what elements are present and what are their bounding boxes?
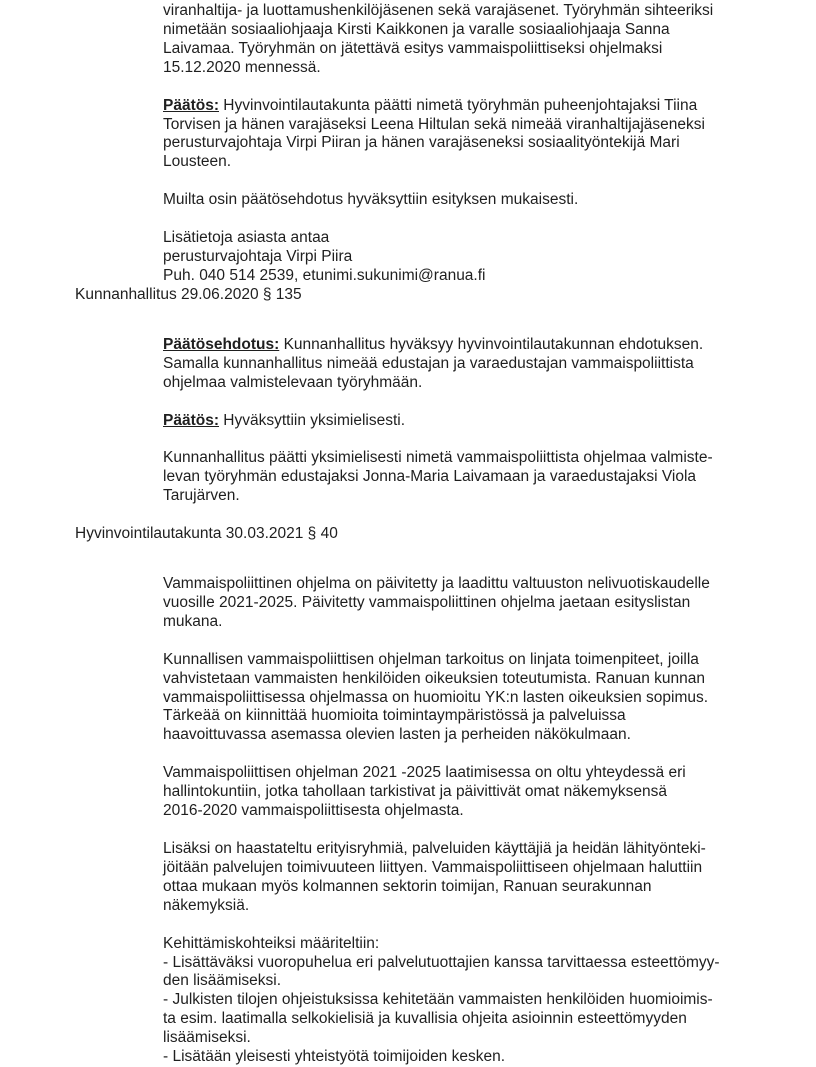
section-heading-text: Hyvinvointilautakunta 30.03.2021 § 40 bbox=[75, 525, 338, 543]
text-line: Muilta osin päätösehdotus hyväksyttiin esityksen mukaisesti. bbox=[163, 191, 579, 209]
text-line: Kunnanhallitus päätti yksimielisesti nimetä vammaispoliittista ohjelmaa valmiste- bbox=[163, 449, 713, 467]
contact-info bbox=[163, 229, 816, 286]
text-line: vahvistetaan vammaisten henkilöiden oikeuksien toteutumista. Ranuan kunnan bbox=[163, 669, 705, 687]
text-line: perusturvajohtaja Virpi Piira bbox=[163, 248, 353, 266]
list-item-line: ta esim. laatimalla selkokielisiä ja kuvallisia ohjeita asioinnin esteettömyyden bbox=[163, 1010, 687, 1028]
list-item-line: lisäämiseksi. bbox=[163, 1029, 251, 1047]
text-line: haavoittuvassa asemassa olevien lasten ja perheiden näkökulmaan. bbox=[163, 726, 631, 744]
text-line: Vammaispoliittinen ohjelma on päivitetty ja laadittu valtuuston nelivuotiskaudelle bbox=[163, 575, 710, 593]
text-line: Torvisen ja hänen varajäseksi Leena Hiltulan sekä nimeää viranhaltijajäseneksi bbox=[163, 115, 705, 133]
list-item-line: - Lisätään yleisesti yhteistyötä toimijoiden kesken. bbox=[163, 1048, 506, 1066]
list-item-line: - Lisättäväksi vuoropuhelua eri palvelutuottajien kanssa tarvittaessa esteettömyy- bbox=[163, 953, 720, 971]
list-item-line: - Julkisten tilojen ohjeistuksissa kehitetään vammaisten henkilöiden huomioimis- bbox=[163, 991, 713, 1009]
text-line: Lousteen. bbox=[163, 153, 232, 171]
list-item-line: den lisäämiseksi. bbox=[163, 972, 282, 990]
section-heading-text: Kunnanhallitus 29.06.2020 § 135 bbox=[75, 285, 302, 303]
paragraph-council-decision-detail bbox=[163, 449, 816, 506]
text-line bbox=[163, 412, 816, 431]
decision-text: Hyväksyttiin yksimielisesti. bbox=[219, 411, 406, 429]
text-line: viranhaltija- ja luottamushenkilöjäsenen sekä varajäsenet. Työryhmän sihteeriksi bbox=[163, 2, 714, 19]
proposal-text: Kunnanhallitus hyväksyy hyvinvointilautakunnan ehdotuksen. bbox=[279, 335, 704, 353]
text-line: Kunnallisen vammaispoliittisen ohjelman tarkoitus on linjata toimenpiteet, joilla bbox=[163, 650, 699, 668]
text-line bbox=[163, 97, 816, 116]
decision-label: Päätös: bbox=[163, 411, 219, 429]
text-line: vammaispoliittisessa ohjelmassa on huomioitu YK:n lasten oikeuksien sopimus. bbox=[163, 688, 709, 706]
text-line: Kehittämiskohteiksi määriteltiin: bbox=[163, 934, 380, 952]
text-line: levan työryhmän edustajaksi Jonna-Maria Laivamaan ja varaedustajaksi Viola bbox=[163, 468, 697, 486]
text-line: ohjelmaa valmistelevaan työryhmään. bbox=[163, 373, 423, 391]
text-line: ottaa mukaan myös kolmannen sektorin toimijan, Ranuan seurakunnan bbox=[163, 877, 652, 895]
text-line: nimetään sosiaaliohjaaja Kirsti Kaikkonen ja varalle sosiaaliohjaaja Sanna bbox=[163, 20, 670, 38]
decision-paragraph-council bbox=[163, 412, 816, 431]
decision-label: Päätös: bbox=[163, 96, 219, 114]
text-line: 2016-2020 vammaispoliittisesta ohjelmasta. bbox=[163, 802, 464, 820]
text-line: Lisäksi on haastateltu erityisryhmiä, palveluiden käyttäjiä ja heidän lähityönteki- bbox=[163, 840, 706, 857]
decision-paragraph-board bbox=[163, 97, 816, 173]
text-line: näkemyksiä. bbox=[163, 896, 250, 914]
text-line: jöitään palvelujen toimivuuteen liittyen. Vammaispoliittiseen ohjelmaan haluttiin bbox=[163, 858, 703, 876]
text-line: Tarujärven. bbox=[163, 487, 240, 505]
text-line bbox=[163, 336, 816, 355]
paragraph-other-items bbox=[163, 191, 816, 210]
paragraph-program-purpose bbox=[163, 651, 816, 746]
proposal-paragraph bbox=[163, 336, 816, 393]
text-line: Laivamaa. Työryhmän on jätettävä esitys vammaispoliittiseksi ohjelmaksi bbox=[163, 39, 663, 57]
text-line: 15.12.2020 mennessä. bbox=[163, 58, 321, 76]
paragraph-interviews bbox=[163, 840, 816, 916]
decision-text: Hyvinvointilautakunta päätti nimetä työryhmän puheenjohtajaksi Tiina bbox=[219, 96, 698, 114]
text-line: mukana. bbox=[163, 612, 223, 630]
paragraph-development-targets bbox=[163, 935, 816, 1067]
text-line: Vammaispoliittisen ohjelman 2021 -2025 laatimisessa on oltu yhteydessä eri bbox=[163, 764, 686, 782]
text-line: Puh. 040 514 2539, etunimi.sukunimi@ranua.fi bbox=[163, 266, 486, 284]
section-heading-hyvinvointilautakunta bbox=[75, 525, 816, 544]
text-line: Tärkeää on kiinnittää huomioita toimintaympäristössä ja palveluissa bbox=[163, 707, 626, 725]
text-line: hallintokuntiin, jotka tahollaan tarkistivat ja päivittivät omat näkemyksensä bbox=[163, 783, 668, 801]
proposal-label: Päätösehdotus: bbox=[163, 335, 280, 353]
paragraph-program-preparation bbox=[163, 764, 816, 821]
paragraph-continuation bbox=[163, 2, 816, 78]
text-line: Samalla kunnanhallitus nimeää edustajan ja varaedustajan vammaispoliittista bbox=[163, 354, 694, 372]
text-line: Lisätietoja asiasta antaa bbox=[163, 229, 330, 247]
paragraph-program-updated bbox=[163, 575, 816, 632]
section-heading-kunnanhallitus bbox=[75, 286, 816, 305]
text-line: vuosille 2021-2025. Päivitetty vammaispoliittinen ohjelma jaetaan esityslistan bbox=[163, 593, 691, 611]
text-line: perusturvajohtaja Virpi Piiran ja hänen varajäseneksi sosiaalityöntekijä Mari bbox=[163, 134, 680, 152]
